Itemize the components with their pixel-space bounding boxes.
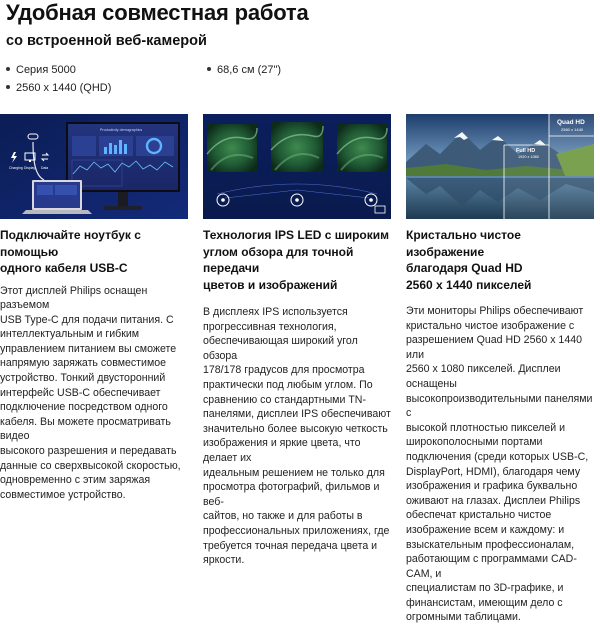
feature-heading: Технология IPS LED с широким углом обзора для точной передачи цветов и изображений [203, 228, 390, 292]
feature-text: В дисплеях IPS используется прогрессивная технология, обеспечивающая широкий угол обзора 178/178 градусов для просмотра практически под любым углом. По сравнению со стандартными TN- панелями, дисплеи IPS обеспечивают значительно более высокую четкость изображения и яркие цвета, что делает их идеальным решением не только для просмотра фотографий, фильмов и веб- сайтов, но также и для работы в профессиональных приложениях, где требуется точная передача цвета и яркости. [203, 306, 391, 567]
quad-hd-image [406, 114, 594, 219]
svg-text:Charging: Charging [9, 166, 23, 170]
full-hd-label: Full HD [516, 148, 536, 154]
page-title: Удобная совместная работа [6, 0, 309, 25]
spec-resolution: 2560 x 1440 (QHD) [6, 82, 111, 94]
page-subtitle: со встроенной веб-камерой [6, 33, 207, 49]
quad-hd-res: 2560 x 1440 [561, 127, 584, 132]
full-hd-res: 1920 x 1080 [518, 155, 539, 159]
feature-text: Эти мониторы Philips обеспечивают кристально чистое изображение с разрешением Quad HD 2560 x 1440 или 2560 x 1080 пикселей. Дисплеи оснащены высокопроизводительными панелями с высокой плотностью пикселей и широкополосными портами подключения (среди которых USB-C, DisplayPort, HDMI), благодаря чему изображения и графика буквально оживают на глазах. Дисплеи Philips обеспечат кристально чистое изображение всем и каждому: и взыскательным профессионалам, работающим с программами CAD-CAM, и специалистам по 3D-графике, и финансистам, имеющим дело с огромными таблицами. [406, 305, 593, 624]
usb-c-image [0, 114, 188, 219]
quad-hd-label: Quad HD [557, 119, 585, 126]
svg-text:Display: Display [24, 166, 36, 170]
spec-size: 68,6 см (27") [207, 64, 281, 76]
spec-series: Серия 5000 [6, 64, 76, 76]
feature-heading: Кристально чистое изображение благодаря Quad HD 2560 x 1440 пикселей [406, 228, 532, 292]
feature-usb-c [0, 114, 188, 502]
bullet-icon [6, 67, 10, 71]
svg-text:Data: Data [41, 166, 49, 170]
feature-quad-hd [406, 114, 594, 625]
feature-ips [203, 114, 391, 568]
bullet-icon [6, 85, 10, 89]
bullet-icon [207, 67, 211, 71]
feature-heading: Подключайте ноутбук с помощью одного кабеля USB-C [0, 228, 141, 275]
ips-image [203, 114, 391, 219]
monitor-caption: Productivity demographics [100, 128, 143, 132]
feature-text: Этот дисплей Philips оснащен разъемом USB Type-C для подачи питания. С интеллектуальным и гибким управлением питанием вы сможете напрямую заряжать совместимое устройство. Тонкий двусторонний интерфейс USB-C обеспечивает подключение посредством одного кабеля. Вы можете просматривать видео высокого разрешения и передавать данные со сверхвысокой скоростью, одновременно с этим заряжая совместимое устройство. [0, 284, 181, 501]
